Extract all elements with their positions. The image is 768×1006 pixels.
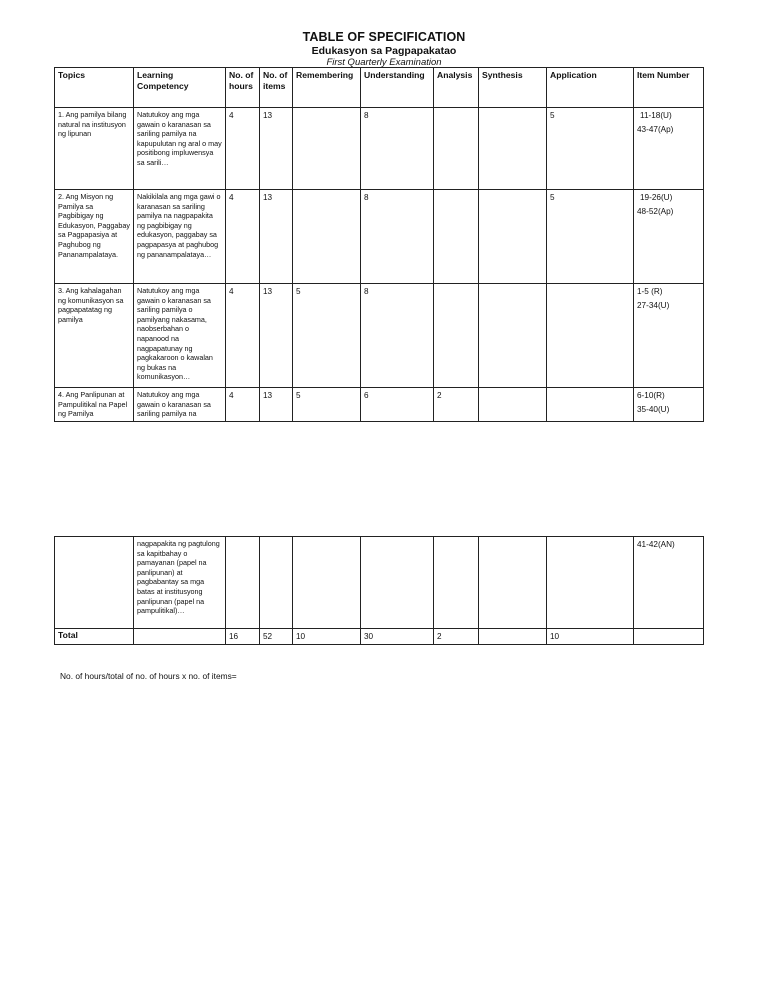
total-application: 10 <box>547 629 634 645</box>
items-cell <box>260 537 293 629</box>
col-header-analysis: Analysis <box>434 68 479 108</box>
understanding-cell: 8 <box>361 190 434 284</box>
item-number: 19-26(U) <box>640 193 673 202</box>
col-header-application: Application <box>547 68 634 108</box>
remembering-cell: 5 <box>293 284 361 388</box>
total-label: Total <box>55 629 134 645</box>
total-remembering: 10 <box>293 629 361 645</box>
synthesis-cell <box>479 108 547 190</box>
item-number: 48-52(Ap) <box>637 207 674 216</box>
remembering-cell <box>293 537 361 629</box>
total-analysis: 2 <box>434 629 479 645</box>
total-understanding: 30 <box>361 629 434 645</box>
hours-cell: 4 <box>226 388 260 422</box>
item-number: 11-18(U) <box>640 111 672 120</box>
synthesis-cell <box>479 388 547 422</box>
topic-cell: 2. Ang Misyon ng Pamilya sa Pagbibigay ng Edukasyon, Paggabay sa Pagpapasiya at Paghubog ng Pananampalataya. <box>55 190 134 284</box>
synthesis-cell <box>479 537 547 629</box>
application-cell <box>547 537 634 629</box>
table-row <box>55 284 704 388</box>
item-number-cell <box>634 108 704 190</box>
analysis-cell: 2 <box>434 388 479 422</box>
col-header-remembering: Remembering <box>293 68 361 108</box>
synthesis-cell <box>479 190 547 284</box>
specification-table-continued <box>54 536 704 645</box>
analysis-cell <box>434 284 479 388</box>
exam-label: First Quarterly Examination <box>326 57 442 68</box>
application-cell: 5 <box>547 190 634 284</box>
analysis-cell <box>434 108 479 190</box>
item-number: 43-47(Ap) <box>637 125 674 134</box>
items-cell: 13 <box>260 108 293 190</box>
total-items: 52 <box>260 629 293 645</box>
col-header-items: No. of items <box>260 68 293 108</box>
topic-cell: 1. Ang pamilya bilang natural na institusyon ng lipunan <box>55 108 134 190</box>
col-header-hours: No. of hours <box>226 68 260 108</box>
competency-cell <box>134 629 226 645</box>
item-number: 27-34(U) <box>637 301 670 310</box>
topic-cell: 3. Ang kahalagahan ng komunikasyon sa pagpapatatag ng pamilya <box>55 284 134 388</box>
analysis-cell <box>434 537 479 629</box>
competency-cell: Natutukoy ang mga gawain o karanasan sa sariling pamilya o pamilyang nakasama, naobserbahan o napanood na nagpapatunay ng pagkakaroon o kawalan ng bukas na komunikasyon… <box>134 284 226 388</box>
items-cell: 13 <box>260 284 293 388</box>
table-row <box>55 537 704 629</box>
item-number-cell <box>634 284 704 388</box>
item-number: 6-10(R) <box>637 391 665 400</box>
topic-cell <box>55 537 134 629</box>
col-header-competency: Learning Competency <box>134 68 226 108</box>
formula-note: No. of hours/total of no. of hours x no. of items= <box>60 671 237 681</box>
item-number-cell: 41-42(AN) <box>634 537 704 629</box>
col-header-synthesis: Synthesis <box>479 68 547 108</box>
understanding-cell: 8 <box>361 284 434 388</box>
competency-cell: Nakikilala ang mga gawi o karanasan sa sariling pamilya na nagpapakita ng pagbibigay ng edukasyon, paggabay sa pagpapasya at paghubog ng pananampalataya… <box>134 190 226 284</box>
topic-cell: 4. Ang Panlipunan at Pampulitikal na Papel ng Pamilya <box>55 388 134 422</box>
document-title: TABLE OF SPECIFICATION <box>302 30 466 44</box>
remembering-cell <box>293 108 361 190</box>
application-cell <box>547 388 634 422</box>
remembering-cell <box>293 190 361 284</box>
table-row <box>55 190 704 284</box>
application-cell <box>547 284 634 388</box>
item-number: 35-40(U) <box>637 405 670 414</box>
items-cell: 13 <box>260 388 293 422</box>
competency-cell: Natutukoy ang mga gawain o karanasan sa sariling pamilya na <box>134 388 226 422</box>
specification-table <box>54 67 704 422</box>
items-cell: 13 <box>260 190 293 284</box>
application-cell: 5 <box>547 108 634 190</box>
understanding-cell: 6 <box>361 388 434 422</box>
competency-cell: nagpapakita ng pagtulong sa kapitbahay o pamayanan (papel na panlipunan) at pagbabantay sa mga batas at institusyong panlipunan (papel na pampulitikal)… <box>134 537 226 629</box>
col-header-understanding: Understanding <box>361 68 434 108</box>
total-row <box>55 629 704 645</box>
table-header-row <box>55 68 704 108</box>
understanding-cell: 8 <box>361 108 434 190</box>
table-row <box>55 108 704 190</box>
analysis-cell <box>434 190 479 284</box>
item-number-cell <box>634 190 704 284</box>
understanding-cell <box>361 537 434 629</box>
competency-cell: Natutukoy ang mga gawain o karanasan sa sariling pamilya na kapupulutan ng aral o may positibong impluwensya sa sarili… <box>134 108 226 190</box>
total-item-number <box>634 629 704 645</box>
item-number: 1-5 (R) <box>637 287 663 296</box>
hours-cell <box>226 537 260 629</box>
hours-cell: 4 <box>226 190 260 284</box>
total-synthesis <box>479 629 547 645</box>
col-header-item-number: Item Number <box>634 68 704 108</box>
total-hours: 16 <box>226 629 260 645</box>
synthesis-cell <box>479 284 547 388</box>
item-number-cell <box>634 388 704 422</box>
table-row <box>55 388 704 422</box>
hours-cell: 4 <box>226 284 260 388</box>
remembering-cell: 5 <box>293 388 361 422</box>
subject-title: Edukasyon sa Pagpapakatao <box>311 45 457 57</box>
hours-cell: 4 <box>226 108 260 190</box>
col-header-topics: Topics <box>55 68 134 108</box>
